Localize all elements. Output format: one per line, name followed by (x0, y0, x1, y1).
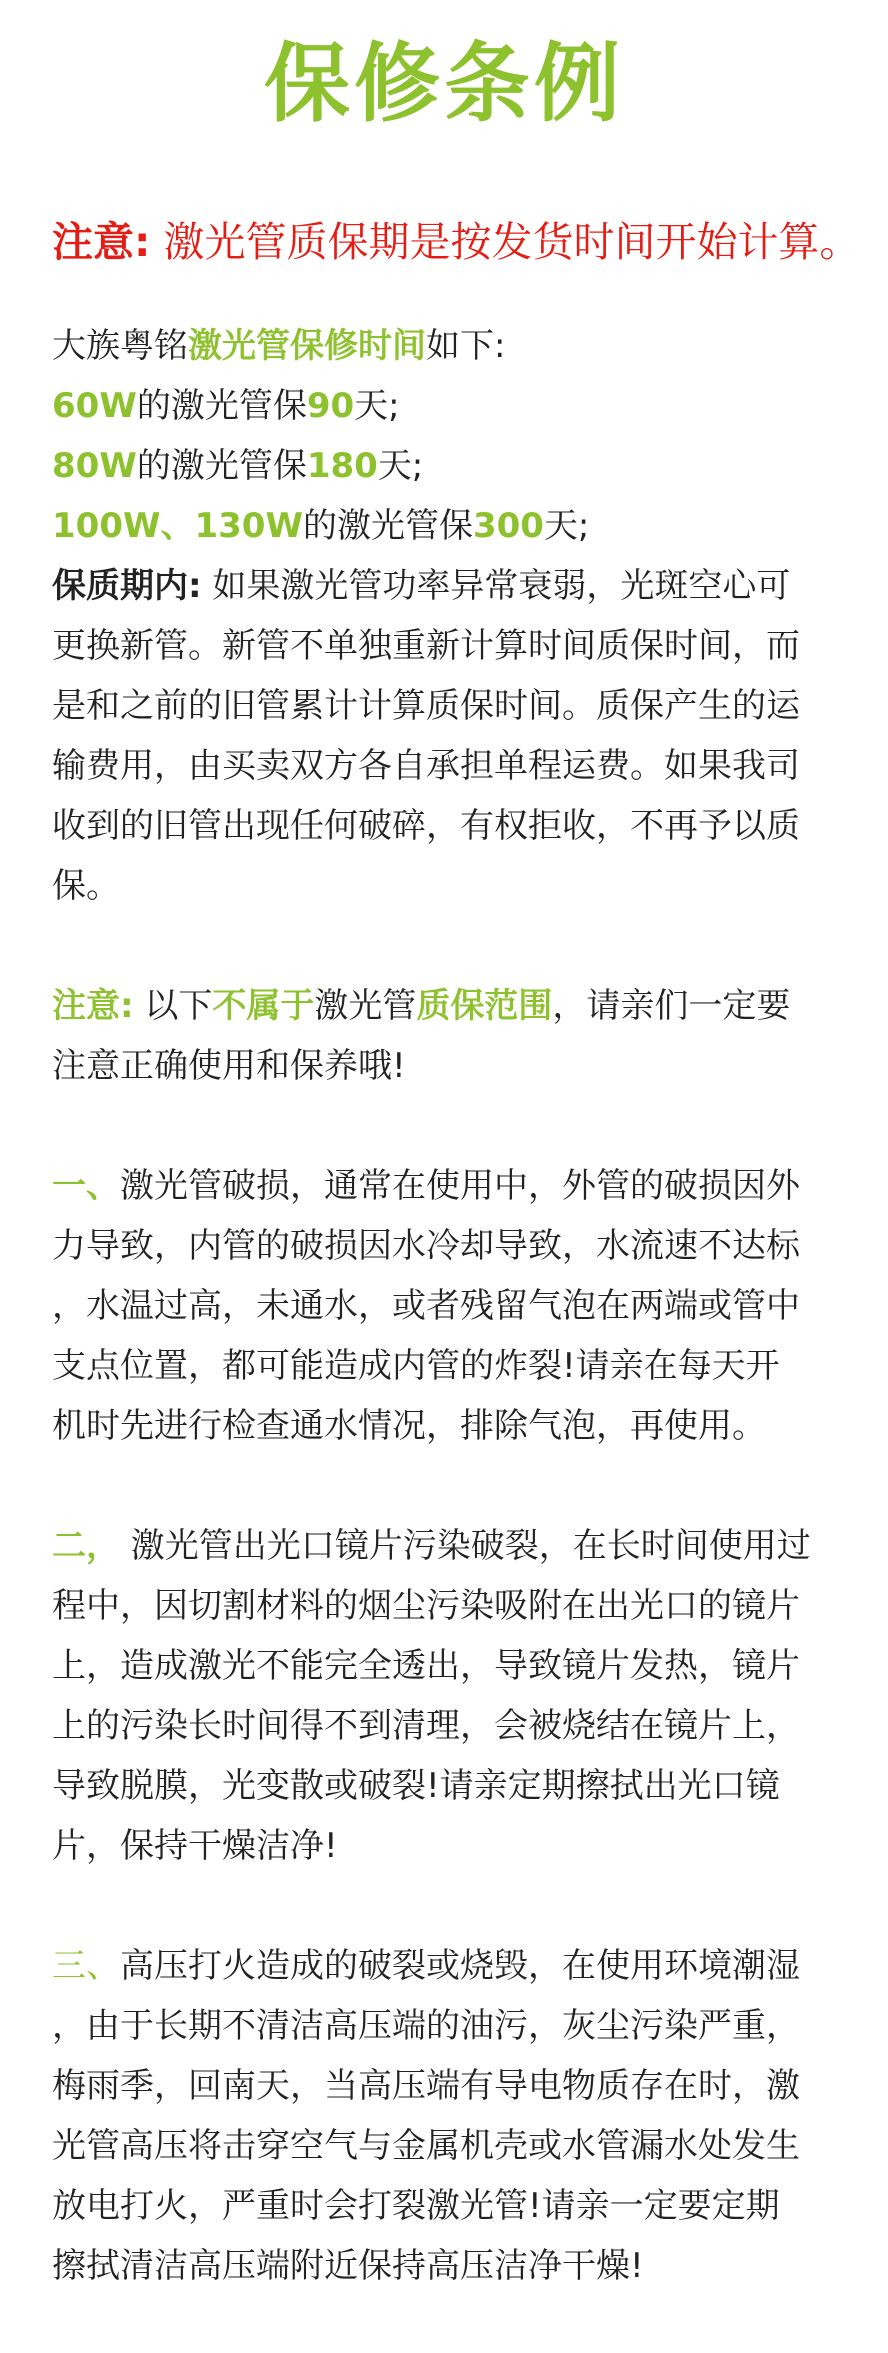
row-unit: 天; (543, 506, 590, 546)
item-line: 擦拭清洁高压端附近保持高压洁净干燥! (52, 2246, 644, 2286)
item-two (52, 1516, 852, 1876)
warranty-terms (52, 316, 852, 2296)
period-line: 如果激光管功率异常衰弱，光斑空心可 (201, 566, 791, 606)
item-line: 梅雨季，回南天，当高压端有导电物质存在时，激 (52, 2066, 800, 2106)
row-days: 300 (472, 506, 544, 546)
item-line: 力导致，内管的破损因水冷却导致，水流速不达标 (52, 1226, 800, 1266)
warranty-row-100w-130w (52, 496, 852, 556)
item-number: 三、 (52, 1946, 120, 1986)
exclusion-highlight: 不属于 (212, 986, 315, 1026)
period-label: 保质期内: (52, 566, 202, 606)
period-line: 输费用，由买卖双方各自承担单程运费。如果我司 (52, 746, 800, 786)
item-line: 激光管出光口镜片污染破裂，在长时间使用过 (120, 1526, 811, 1566)
warranty-row-60w (52, 376, 852, 436)
exclusion-notice (52, 976, 852, 1096)
row-power: 80W (52, 446, 137, 486)
exclusion-highlight: 质保范围 (416, 986, 553, 1026)
warranty-intro (52, 316, 852, 376)
intro-highlight: 激光管保修时间 (188, 326, 426, 366)
notice-text: 激光管质保期是按发货时间开始计算。 (150, 218, 861, 266)
warranty-row-80w (52, 436, 852, 496)
intro-suffix: 如下: (426, 326, 506, 366)
row-unit: 天; (354, 386, 400, 426)
item-line: 片，保持干燥洁净! (52, 1826, 338, 1866)
item-line: ，水温过高，未通水，或者残留气泡在两端或管中 (52, 1286, 800, 1326)
page-title: 保修条例 (264, 34, 624, 134)
row-text: 的激光管保 (302, 506, 473, 546)
exclusion-text: 激光管 (314, 986, 417, 1026)
shipping-notice (52, 214, 888, 270)
item-line: 导致脱膜，光变散或破裂!请亲定期擦拭出光口镜 (52, 1766, 780, 1806)
item-line: 激光管破损，通常在使用中，外管的破损因外 (120, 1166, 800, 1206)
row-power: 60W (52, 386, 137, 426)
exclusion-line: 注意正确使用和保养哦! (52, 1046, 406, 1086)
row-power: 100W、130W (52, 506, 303, 546)
item-line: 光管高压将击穿空气与金属机壳或水管漏水处发生 (52, 2126, 800, 2166)
item-number: 一、 (52, 1166, 120, 1206)
row-text: 的激光管保 (136, 386, 307, 426)
row-days: 90 (306, 386, 355, 426)
period-line: 收到的旧管出现任何破碎，有权拒收，不再予以质 (52, 806, 800, 846)
item-line: 支点位置，都可能造成内管的炸裂!请亲在每天开 (52, 1346, 780, 1386)
row-text: 的激光管保 (136, 446, 307, 486)
item-line: 机时先进行检查通水情况，排除气泡，再使用。 (52, 1406, 766, 1446)
item-line: ，由于长期不清洁高压端的油污，灰尘污染严重， (52, 2006, 800, 2046)
item-line: 高压打火造成的破裂或烧毁，在使用环境潮湿 (120, 1946, 800, 1986)
exclusion-text: 以下 (133, 986, 213, 1026)
item-line: 放电打火，严重时会打裂激光管!请亲一定要定期 (52, 2186, 780, 2226)
item-line: 上，造成激光不能完全透出，导致镜片发热，镜片 (52, 1646, 800, 1686)
notice-label: 注意: (52, 218, 151, 266)
exclusion-text: ，请亲们一定要 (552, 986, 791, 1026)
warranty-period-paragraph (52, 556, 852, 916)
item-three (52, 1936, 852, 2296)
row-days: 180 (306, 446, 378, 486)
period-line: 保。 (52, 866, 120, 906)
intro-brand: 大族粤铭 (52, 326, 188, 366)
row-unit: 天; (377, 446, 424, 486)
period-line: 是和之前的旧管累计计算质保时间。质保产生的运 (52, 686, 800, 726)
item-line: 程中，因切割材料的烟尘污染吸附在出光口的镜片 (52, 1586, 800, 1626)
item-line: 上的污染长时间得不到清理，会被烧结在镜片上， (52, 1706, 800, 1746)
period-line: 更换新管。新管不单独重新计算时间质保时间，而 (52, 626, 800, 666)
exclusion-label: 注意: (52, 986, 134, 1026)
item-number: 二， (52, 1526, 120, 1566)
item-one (52, 1156, 852, 1456)
